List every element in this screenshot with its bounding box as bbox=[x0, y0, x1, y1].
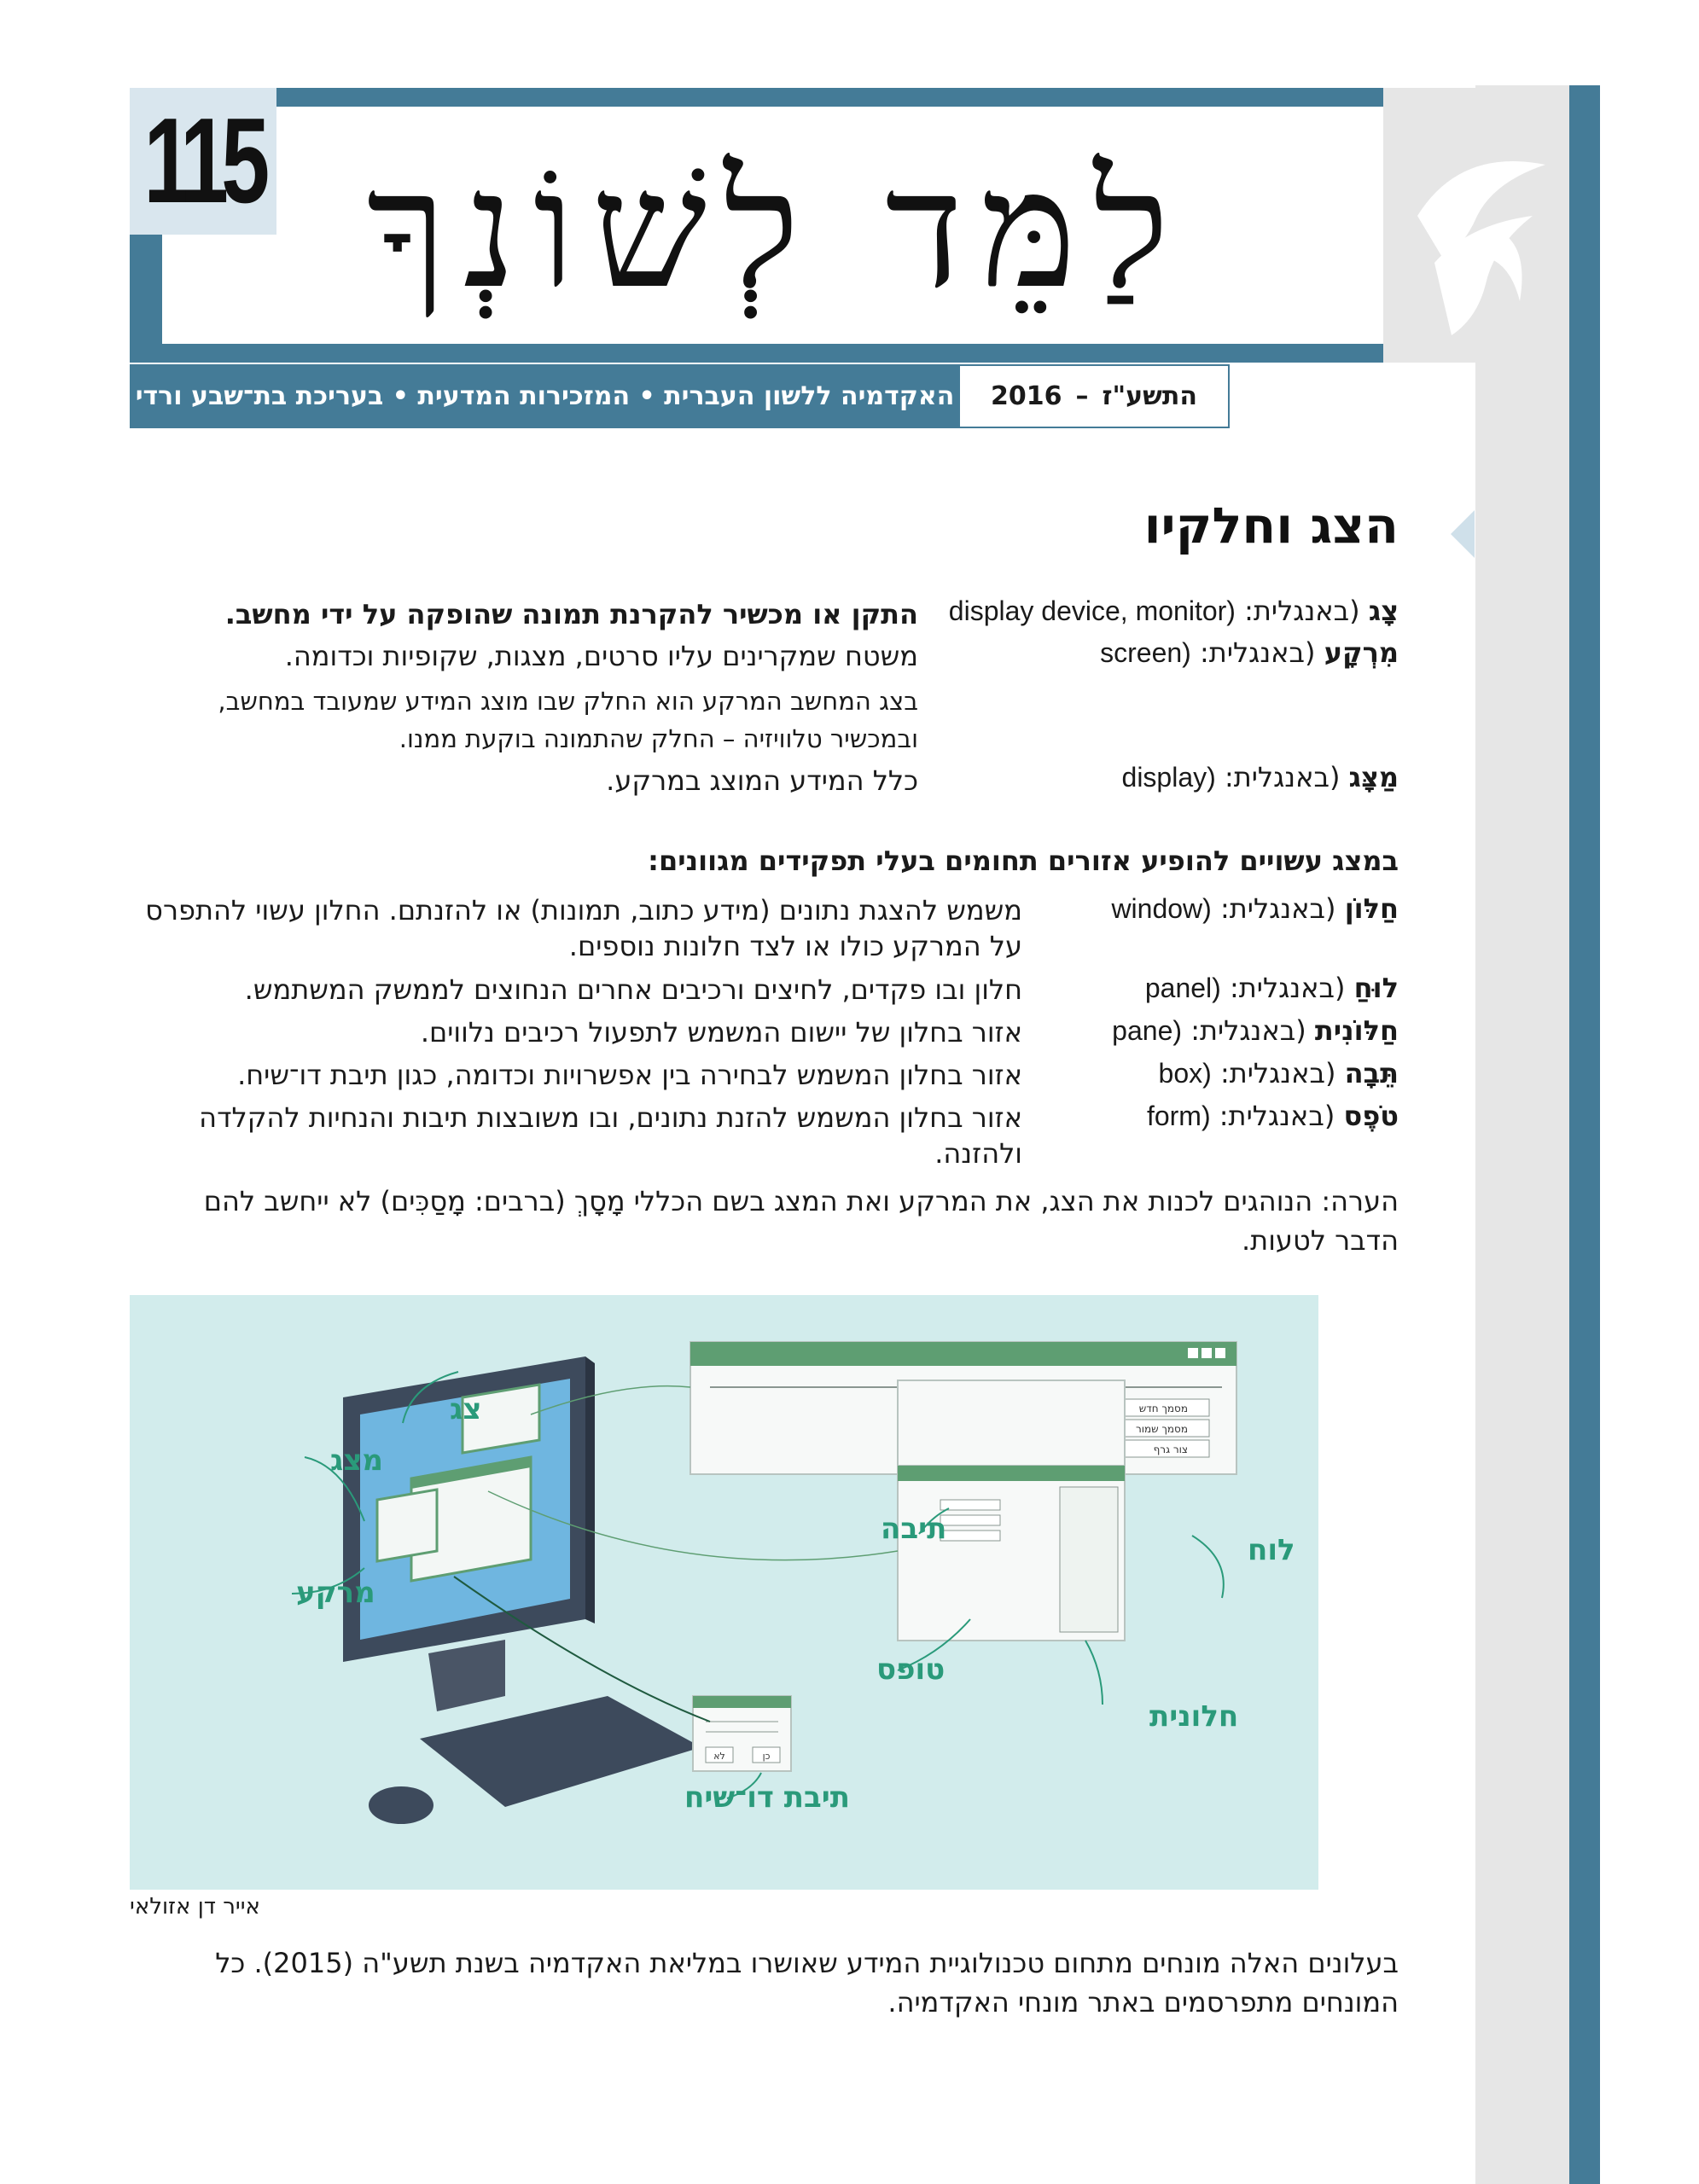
year-box bbox=[960, 364, 1230, 428]
term-english: display device, monitor) bbox=[948, 595, 1236, 626]
label-pane: חלונית bbox=[1149, 1699, 1239, 1734]
term-row bbox=[949, 595, 1399, 627]
side-decoration-blue-top bbox=[1569, 88, 1600, 363]
label-display: מצג bbox=[330, 1443, 383, 1478]
area-english: window) bbox=[1111, 893, 1212, 924]
area-term: לוּחַ bbox=[1353, 972, 1399, 1004]
keyboard-icon bbox=[420, 1696, 701, 1807]
area-term: חַלּוֹנִית bbox=[1314, 1014, 1399, 1047]
year-dash: – bbox=[1075, 381, 1089, 411]
label-screen: מרקע bbox=[296, 1576, 375, 1610]
dialog-no: לא bbox=[713, 1751, 725, 1762]
term-english-prefix: (באנגלית: bbox=[1200, 636, 1316, 669]
side-decoration-gray bbox=[1475, 85, 1569, 2184]
footer-paragraph: בעלונים האלה מונחים מתחום טכנולוגיית המידע שאושרו במליאת האקדמיה בשנת תשע"ה (2015). כל המונחים מתפרסמים באתר מונחי האקדמיה. bbox=[215, 1947, 1399, 2018]
area-english-prefix: (באנגלית: bbox=[1229, 972, 1346, 1004]
year-hebrew: התשע"ז bbox=[1102, 381, 1197, 411]
year-number: 2016 bbox=[991, 381, 1062, 411]
header-frame-top bbox=[130, 88, 1383, 107]
publisher-bar: האקדמיה ללשון העברית • המזכירות המדעית • בעריכת בת־שבע ורדי bbox=[130, 364, 960, 428]
masthead-title: לַמֵּד לְשׁוֹנְךָ bbox=[366, 136, 1187, 324]
issue-number: 115 bbox=[150, 88, 256, 235]
issue-number-box bbox=[130, 88, 276, 235]
term-row bbox=[1122, 761, 1399, 793]
area-row bbox=[1159, 1057, 1399, 1089]
area-term: חַלּוֹן bbox=[1344, 892, 1399, 925]
area-row bbox=[1145, 972, 1399, 1004]
area-definition: אזור בחלון המשמש להזנת נתונים, ובו משובצות תיבות והנחיות להקלדה ולהזנה. bbox=[199, 1101, 1022, 1170]
illustration-credit: אייר דן אזולאי bbox=[130, 1894, 260, 1920]
label-form: טופס bbox=[876, 1653, 946, 1687]
menu-new-doc: מסמך חדש bbox=[1138, 1403, 1188, 1414]
label-dialog-box: תיבת דו־שיח bbox=[684, 1780, 850, 1815]
area-english: box) bbox=[1158, 1058, 1212, 1089]
computer-illustration bbox=[130, 1295, 1318, 1890]
term-word: מַצָּג bbox=[1348, 761, 1399, 793]
term-definition: התקן או מכשיר להקרנת תמונה שהופקה על ידי מחשב. bbox=[224, 598, 918, 630]
area-row bbox=[1111, 892, 1399, 925]
area-term: תֵּבָה bbox=[1344, 1057, 1399, 1089]
side-decoration-blue bbox=[1569, 85, 1600, 2184]
term-english-prefix: (באנגלית: bbox=[1224, 761, 1341, 793]
area-definition: משמש להצגת נתונים (מידע כתוב, תמונות) או להזנתם. החלון עשוי להתפרס על המרקע כולו או לצד חלונות נוספים. bbox=[145, 894, 1022, 962]
area-english-prefix: (באנגלית: bbox=[1219, 1100, 1335, 1132]
area-english: form) bbox=[1146, 1101, 1211, 1131]
note-paragraph: הערה: הנוהגים לכנות את הצג, את המרקע ואת המצג בשם הכללי מָסָךְ (ברבים: מָסַכִּים) לא ייחשב להם הדבר לטעות. bbox=[203, 1185, 1399, 1257]
academy-logo-icon bbox=[1383, 88, 1569, 363]
mouse-icon bbox=[369, 1786, 433, 1824]
area-row bbox=[1112, 1014, 1399, 1047]
areas-heading: במצג עשויים להופיע אזורים תחומים בעלי תפקידים מגוונים: bbox=[648, 845, 1399, 877]
dialog-yes: כן bbox=[762, 1751, 771, 1762]
academy-logo bbox=[1383, 88, 1569, 363]
term-definition: משטח שמקרינים עליו סרטים, מצגות, שקופיות וכדומה. bbox=[284, 640, 918, 672]
term-english: screen) bbox=[1100, 637, 1191, 668]
area-english-prefix: (באנגלית: bbox=[1190, 1014, 1306, 1047]
label-screen-device: צג bbox=[450, 1392, 482, 1426]
label-panel: לוח bbox=[1248, 1533, 1295, 1567]
area-english: panel) bbox=[1144, 973, 1221, 1003]
page-title: הצג וחלקיו bbox=[1143, 497, 1399, 555]
term-definition: כלל המידע המוצג במרקע. bbox=[606, 764, 918, 797]
area-term: טֹפֶס bbox=[1343, 1100, 1399, 1132]
area-english-prefix: (באנגלית: bbox=[1219, 1057, 1336, 1089]
area-english-prefix: (באנגלית: bbox=[1219, 892, 1336, 925]
area-definition: אזור בחלון של יישום המשמש לתפעול רכיבים נלווים. bbox=[420, 1016, 1022, 1048]
term-definition-extra: בצג המחשב המרקע הוא החלק שבו מוצג המידע שמעובד במחשב, ובמכשיר טלוויזיה – החלק שהתמונה בוקעת ממנו. bbox=[218, 687, 918, 753]
illustration-svg bbox=[130, 1295, 1318, 1890]
term-word: מִרְקָע bbox=[1324, 636, 1399, 669]
term-row bbox=[1100, 636, 1399, 669]
menu-chart: צור גרף bbox=[1153, 1443, 1188, 1455]
area-row bbox=[1147, 1100, 1399, 1132]
area-english: pane) bbox=[1112, 1015, 1183, 1046]
menu-saved-doc: מסמך שמור bbox=[1135, 1423, 1188, 1435]
term-word: צָג bbox=[1368, 595, 1399, 627]
term-english-prefix: (באנגלית: bbox=[1244, 595, 1360, 627]
title-marker-icon bbox=[1451, 510, 1475, 558]
term-english: display) bbox=[1121, 762, 1216, 793]
area-definition: אזור בחלון המשמש לבחירה בין אפשרויות וכדומה, כגון תיבת דו־שיח. bbox=[237, 1059, 1022, 1091]
area-definition: חלון ובו פקדים, לחיצים ורכיבים אחרים הנחוצים לממשק המשתמש. bbox=[244, 973, 1022, 1006]
dialog-window bbox=[693, 1696, 791, 1771]
label-box: תיבה bbox=[881, 1512, 947, 1546]
